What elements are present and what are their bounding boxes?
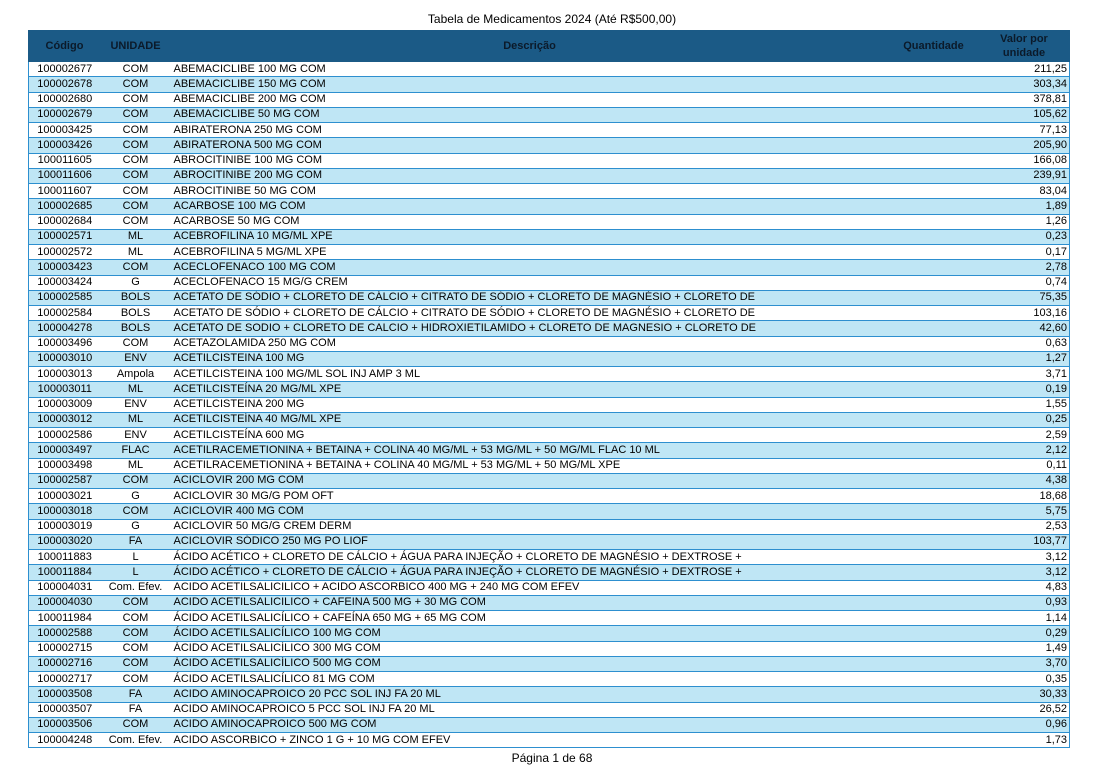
cell-code: 100003497 <box>29 443 101 458</box>
cell-code: 100002572 <box>29 245 101 260</box>
cell-code: 100002571 <box>29 229 101 244</box>
cell-quantity <box>889 641 979 656</box>
cell-quantity <box>889 260 979 275</box>
table-row <box>29 367 1070 382</box>
cell-quantity <box>889 382 979 397</box>
cell-code: 100002586 <box>29 428 101 443</box>
cell-description: ÁCIDO ACÉTICO + CLORETO DE CÁLCIO + ÁGUA PARA INJEÇÃO + CLORETO DE MAGNÉSIO + DEXTROSE + <box>171 565 889 580</box>
cell-unit-value: 2,78 <box>979 260 1070 275</box>
cell-code: 100011884 <box>29 565 101 580</box>
cell-unit-value: 4,38 <box>979 473 1070 488</box>
cell-unit-value: 378,81 <box>979 92 1070 107</box>
cell-description: ACIDO AMINOCAPROICO 20 PCC SOL INJ FA 20 ML <box>171 687 889 702</box>
table-row <box>29 687 1070 702</box>
cell-unit-value: 205,90 <box>979 138 1070 153</box>
cell-code: 100011607 <box>29 184 101 199</box>
cell-unit-value: 3,71 <box>979 367 1070 382</box>
table-row <box>29 428 1070 443</box>
cell-quantity <box>889 412 979 427</box>
cell-code: 100011984 <box>29 611 101 626</box>
cell-unit-value: 0,96 <box>979 717 1070 732</box>
cell-code: 100003012 <box>29 412 101 427</box>
cell-quantity <box>889 107 979 122</box>
cell-unit-value: 3,12 <box>979 565 1070 580</box>
cell-code: 100004030 <box>29 595 101 610</box>
cell-unit: ENV <box>101 428 171 443</box>
cell-description: ACICLOVIR 30 MG/G POM OFT <box>171 489 889 504</box>
cell-unit-value: 0,35 <box>979 672 1070 687</box>
table-row <box>29 565 1070 580</box>
cell-unit: COM <box>101 184 171 199</box>
cell-quantity <box>889 519 979 534</box>
cell-code: 100002716 <box>29 656 101 671</box>
cell-unit: ML <box>101 229 171 244</box>
cell-description: ACARBOSE 100 MG COM <box>171 199 889 214</box>
cell-unit: FA <box>101 687 171 702</box>
table-row <box>29 550 1070 565</box>
cell-unit-value: 1,89 <box>979 199 1070 214</box>
cell-description: ACETATO DE SÓDIO + CLORETO DE CÁLCIO + CITRATO DE SÓDIO + CLORETO DE MAGNÉSIO + CLORETO DE <box>171 306 889 321</box>
cell-description: ACETAZOLAMIDA 250 MG COM <box>171 336 889 351</box>
cell-description: ABEMACICLIBE 200 MG COM <box>171 92 889 107</box>
table-row <box>29 473 1070 488</box>
cell-description: ACICLOVIR 200 MG COM <box>171 473 889 488</box>
cell-unit: FLAC <box>101 443 171 458</box>
cell-quantity <box>889 672 979 687</box>
cell-quantity <box>889 336 979 351</box>
table-row <box>29 656 1070 671</box>
cell-description: ACETATO DE SÓDIO + CLORETO DE CÁLCIO + CITRATO DE SÓDIO + CLORETO DE MAGNÉSIO + CLORETO DE <box>171 290 889 305</box>
cell-code: 100003496 <box>29 336 101 351</box>
cell-description: ABIRATERONA 250 MG COM <box>171 123 889 138</box>
cell-unit: COM <box>101 107 171 122</box>
cell-quantity <box>889 62 979 77</box>
cell-unit: FA <box>101 534 171 549</box>
cell-code: 100003009 <box>29 397 101 412</box>
cell-code: 100003011 <box>29 382 101 397</box>
cell-description: ACICLOVIR SÓDICO 250 MG PO LIOF <box>171 534 889 549</box>
cell-unit: BOLS <box>101 290 171 305</box>
cell-unit: BOLS <box>101 321 171 336</box>
cell-description: ACIDO AMINOCAPROICO 500 MG COM <box>171 717 889 732</box>
cell-unit-value: 2,59 <box>979 428 1070 443</box>
table-row <box>29 595 1070 610</box>
cell-quantity <box>889 489 979 504</box>
cell-unit-value: 18,68 <box>979 489 1070 504</box>
cell-code: 100002680 <box>29 92 101 107</box>
table-row <box>29 717 1070 732</box>
cell-quantity <box>889 351 979 366</box>
cell-description: ÁCIDO ACETILSALICÍLICO 300 MG COM <box>171 641 889 656</box>
cell-quantity <box>889 367 979 382</box>
cell-unit: COM <box>101 717 171 732</box>
cell-code: 100003425 <box>29 123 101 138</box>
cell-description: ÁCIDO ACÉTICO + CLORETO DE CÁLCIO + ÁGUA PARA INJEÇÃO + CLORETO DE MAGNÉSIO + DEXTROSE + <box>171 550 889 565</box>
header-description: Descrição <box>171 31 889 62</box>
table-row <box>29 153 1070 168</box>
cell-quantity <box>889 77 979 92</box>
cell-description: ACIDO ACETILSALICILICO + ACIDO ASCORBICO 400 MG + 240 MG COM EFEV <box>171 580 889 595</box>
cell-code: 100003424 <box>29 275 101 290</box>
table-row <box>29 138 1070 153</box>
table-row <box>29 672 1070 687</box>
cell-quantity <box>889 306 979 321</box>
cell-unit-value: 0,25 <box>979 412 1070 427</box>
cell-unit-value: 30,33 <box>979 687 1070 702</box>
cell-unit: COM <box>101 153 171 168</box>
cell-description: ACETILRACEMETIONINA + BETAINA + COLINA 40 MG/ML + 53 MG/ML + 50 MG/ML FLAC 10 ML <box>171 443 889 458</box>
cell-unit-value: 3,70 <box>979 656 1070 671</box>
cell-unit-value: 26,52 <box>979 702 1070 717</box>
table-row <box>29 489 1070 504</box>
cell-quantity <box>889 443 979 458</box>
cell-quantity <box>889 702 979 717</box>
cell-unit: COM <box>101 672 171 687</box>
cell-description: ABROCITINIBE 100 MG COM <box>171 153 889 168</box>
table-row <box>29 199 1070 214</box>
cell-unit-value: 5,75 <box>979 504 1070 519</box>
table-row <box>29 504 1070 519</box>
cell-quantity <box>889 595 979 610</box>
cell-unit: COM <box>101 199 171 214</box>
cell-description: ACIDO ASCORBICO + ZINCO 1 G + 10 MG COM EFEV <box>171 733 889 748</box>
cell-quantity <box>889 473 979 488</box>
header-quantity: Quantidade <box>889 31 979 62</box>
table-row <box>29 382 1070 397</box>
cell-unit-value: 103,16 <box>979 306 1070 321</box>
cell-unit: G <box>101 275 171 290</box>
cell-code: 100002587 <box>29 473 101 488</box>
cell-quantity <box>889 428 979 443</box>
cell-code: 100002684 <box>29 214 101 229</box>
cell-unit: COM <box>101 504 171 519</box>
cell-description: ACICLOVIR 400 MG COM <box>171 504 889 519</box>
cell-unit-value: 4,83 <box>979 580 1070 595</box>
cell-unit-value: 83,04 <box>979 184 1070 199</box>
table-row <box>29 123 1070 138</box>
cell-unit-value: 0,63 <box>979 336 1070 351</box>
table-row <box>29 611 1070 626</box>
cell-description: ACETILCISTEINA 100 MG <box>171 351 889 366</box>
header-code: Código <box>29 31 101 62</box>
cell-quantity <box>889 168 979 183</box>
cell-unit: COM <box>101 92 171 107</box>
cell-description: ACIDO ACETILSALICILICO + CAFEINA 500 MG + 30 MG COM <box>171 595 889 610</box>
table-row <box>29 458 1070 473</box>
cell-unit-value: 1,27 <box>979 351 1070 366</box>
cell-description: ÁCIDO ACETILSALICÍLICO + CAFEÍNA 650 MG + 65 MG COM <box>171 611 889 626</box>
table-body <box>29 62 1070 748</box>
cell-unit: G <box>101 519 171 534</box>
cell-unit: ML <box>101 382 171 397</box>
page-number: Página 1 de 68 <box>511 751 593 765</box>
cell-unit-value: 303,34 <box>979 77 1070 92</box>
cell-unit-value: 0,19 <box>979 382 1070 397</box>
table-row <box>29 702 1070 717</box>
cell-quantity <box>889 229 979 244</box>
cell-unit-value: 0,17 <box>979 245 1070 260</box>
cell-description: ABEMACICLIBE 100 MG COM <box>171 62 889 77</box>
cell-unit-value: 77,13 <box>979 123 1070 138</box>
cell-quantity <box>889 184 979 199</box>
cell-quantity <box>889 580 979 595</box>
cell-unit: COM <box>101 626 171 641</box>
cell-unit-value: 1,49 <box>979 641 1070 656</box>
table-row <box>29 626 1070 641</box>
table-row <box>29 321 1070 336</box>
table-header-row <box>29 31 1070 62</box>
cell-unit: L <box>101 565 171 580</box>
cell-unit: COM <box>101 138 171 153</box>
table-row <box>29 229 1070 244</box>
cell-code: 100003021 <box>29 489 101 504</box>
cell-unit: ENV <box>101 351 171 366</box>
table-row <box>29 580 1070 595</box>
cell-unit-value: 239,91 <box>979 168 1070 183</box>
cell-unit: COM <box>101 595 171 610</box>
cell-code: 100002685 <box>29 199 101 214</box>
cell-description: ABEMACICLIBE 50 MG COM <box>171 107 889 122</box>
cell-code: 100003498 <box>29 458 101 473</box>
cell-code: 100004278 <box>29 321 101 336</box>
cell-unit-value: 0,29 <box>979 626 1070 641</box>
cell-description: ABEMACICLIBE 150 MG COM <box>171 77 889 92</box>
cell-quantity <box>889 290 979 305</box>
cell-quantity <box>889 153 979 168</box>
cell-quantity <box>889 656 979 671</box>
cell-unit: L <box>101 550 171 565</box>
cell-code: 100002588 <box>29 626 101 641</box>
table-row <box>29 77 1070 92</box>
cell-description: ÁCIDO ACETILSALICÍLICO 100 MG COM <box>171 626 889 641</box>
table-row <box>29 290 1070 305</box>
cell-unit: Com. Efev. <box>101 580 171 595</box>
cell-unit: ML <box>101 245 171 260</box>
medication-table <box>28 30 1070 748</box>
cell-code: 100003423 <box>29 260 101 275</box>
cell-description: ACETILCISTEÍNA 600 MG <box>171 428 889 443</box>
cell-description: ACARBOSE 50 MG COM <box>171 214 889 229</box>
cell-description: ABROCITINIBE 50 MG COM <box>171 184 889 199</box>
cell-unit-value: 1,55 <box>979 397 1070 412</box>
cell-description: ACETILCISTEINA 200 MG <box>171 397 889 412</box>
table-row <box>29 168 1070 183</box>
cell-unit-value: 0,23 <box>979 229 1070 244</box>
cell-unit: COM <box>101 260 171 275</box>
cell-unit: COM <box>101 611 171 626</box>
cell-code: 100011605 <box>29 153 101 168</box>
cell-code: 100011883 <box>29 550 101 565</box>
cell-code: 100003426 <box>29 138 101 153</box>
cell-quantity <box>889 123 979 138</box>
table-row <box>29 412 1070 427</box>
cell-code: 100003010 <box>29 351 101 366</box>
cell-unit: FA <box>101 702 171 717</box>
cell-description: ACEBROFILINA 5 MG/ML XPE <box>171 245 889 260</box>
cell-unit-value: 1,26 <box>979 214 1070 229</box>
cell-description: ABROCITINIBE 200 MG COM <box>171 168 889 183</box>
cell-quantity <box>889 717 979 732</box>
table-row <box>29 397 1070 412</box>
cell-quantity <box>889 245 979 260</box>
cell-code: 100004248 <box>29 733 101 748</box>
cell-code: 100002678 <box>29 77 101 92</box>
table-row <box>29 214 1070 229</box>
cell-quantity <box>889 687 979 702</box>
cell-quantity <box>889 733 979 748</box>
cell-code: 100003508 <box>29 687 101 702</box>
cell-description: ACETILCISTEÍNA 40 MG/ML XPE <box>171 412 889 427</box>
cell-unit: Com. Efev. <box>101 733 171 748</box>
table-row <box>29 443 1070 458</box>
cell-unit: Ampola <box>101 367 171 382</box>
cell-code: 100003019 <box>29 519 101 534</box>
cell-unit-value: 2,53 <box>979 519 1070 534</box>
cell-unit: COM <box>101 62 171 77</box>
cell-unit-value: 2,12 <box>979 443 1070 458</box>
cell-unit: COM <box>101 641 171 656</box>
cell-unit: BOLS <box>101 306 171 321</box>
cell-description: ÁCIDO ACETILSALICÍLICO 81 MG COM <box>171 672 889 687</box>
cell-quantity <box>889 321 979 336</box>
cell-code: 100011606 <box>29 168 101 183</box>
table-row <box>29 534 1070 549</box>
table-row <box>29 92 1070 107</box>
table-row <box>29 184 1070 199</box>
cell-description: ACETILCISTEÍNA 20 MG/ML XPE <box>171 382 889 397</box>
cell-unit-value: 103,77 <box>979 534 1070 549</box>
cell-description: ABIRATERONA 500 MG COM <box>171 138 889 153</box>
cell-description: ACETILRACEMETIONINA + BETAINA + COLINA 40 MG/ML + 53 MG/ML + 50 MG/ML XPE <box>171 458 889 473</box>
cell-code: 100002717 <box>29 672 101 687</box>
table-row <box>29 245 1070 260</box>
cell-unit-value: 166,08 <box>979 153 1070 168</box>
cell-description: ACECLOFENACO 15 MG/G CREM <box>171 275 889 290</box>
cell-quantity <box>889 626 979 641</box>
cell-quantity <box>889 458 979 473</box>
cell-unit: COM <box>101 77 171 92</box>
cell-unit: COM <box>101 123 171 138</box>
page-title: Tabela de Medicamentos 2024 (Até R$500,00) <box>427 12 677 26</box>
cell-unit: COM <box>101 656 171 671</box>
cell-quantity <box>889 275 979 290</box>
cell-code: 100003013 <box>29 367 101 382</box>
cell-description: ACECLOFENACO 100 MG COM <box>171 260 889 275</box>
table-row <box>29 275 1070 290</box>
cell-description: ACETILCISTEINA 100 MG/ML SOL INJ AMP 3 ML <box>171 367 889 382</box>
header-unit-value: Valor por unidade <box>979 31 1070 62</box>
cell-quantity <box>889 92 979 107</box>
table-row <box>29 336 1070 351</box>
cell-quantity <box>889 550 979 565</box>
cell-unit-value: 3,12 <box>979 550 1070 565</box>
cell-unit-value: 1,14 <box>979 611 1070 626</box>
cell-code: 100002679 <box>29 107 101 122</box>
table-row <box>29 260 1070 275</box>
cell-unit: COM <box>101 336 171 351</box>
table-row <box>29 519 1070 534</box>
table-row <box>29 733 1070 748</box>
cell-quantity <box>889 565 979 580</box>
table-row <box>29 306 1070 321</box>
cell-unit-value: 1,73 <box>979 733 1070 748</box>
table-row <box>29 107 1070 122</box>
cell-quantity <box>889 611 979 626</box>
cell-code: 100003020 <box>29 534 101 549</box>
cell-code: 100002584 <box>29 306 101 321</box>
cell-code: 100002677 <box>29 62 101 77</box>
cell-unit-value: 105,62 <box>979 107 1070 122</box>
cell-quantity <box>889 199 979 214</box>
table-row <box>29 351 1070 366</box>
cell-unit: ML <box>101 458 171 473</box>
cell-code: 100002715 <box>29 641 101 656</box>
cell-unit: ENV <box>101 397 171 412</box>
cell-code: 100003018 <box>29 504 101 519</box>
cell-unit: ML <box>101 412 171 427</box>
table-row <box>29 641 1070 656</box>
cell-description: ACETATO DE SODIO + CLORETO DE CALCIO + HIDROXIETILAMIDO + CLORETO DE MAGNESIO + CLORETO DE <box>171 321 889 336</box>
cell-unit: G <box>101 489 171 504</box>
cell-quantity <box>889 504 979 519</box>
cell-unit-value: 0,11 <box>979 458 1070 473</box>
cell-code: 100003506 <box>29 717 101 732</box>
cell-description: ÁCIDO ACETILSALICÍLICO 500 MG COM <box>171 656 889 671</box>
cell-quantity <box>889 214 979 229</box>
cell-unit-value: 0,93 <box>979 595 1070 610</box>
cell-code: 100004031 <box>29 580 101 595</box>
cell-quantity <box>889 397 979 412</box>
cell-description: ACICLOVIR 50 MG/G CREM DERM <box>171 519 889 534</box>
cell-unit: COM <box>101 168 171 183</box>
cell-unit-value: 75,35 <box>979 290 1070 305</box>
cell-unit-value: 211,25 <box>979 62 1070 77</box>
cell-unit: COM <box>101 473 171 488</box>
cell-quantity <box>889 534 979 549</box>
cell-unit-value: 0,74 <box>979 275 1070 290</box>
cell-quantity <box>889 138 979 153</box>
cell-description: ACEBROFILINA 10 MG/ML XPE <box>171 229 889 244</box>
cell-description: ACIDO AMINOCAPROICO 5 PCC SOL INJ FA 20 ML <box>171 702 889 717</box>
cell-code: 100002585 <box>29 290 101 305</box>
cell-unit: COM <box>101 214 171 229</box>
cell-code: 100003507 <box>29 702 101 717</box>
table-row <box>29 62 1070 77</box>
cell-unit-value: 42,60 <box>979 321 1070 336</box>
header-unit: UNIDADE <box>101 31 171 62</box>
